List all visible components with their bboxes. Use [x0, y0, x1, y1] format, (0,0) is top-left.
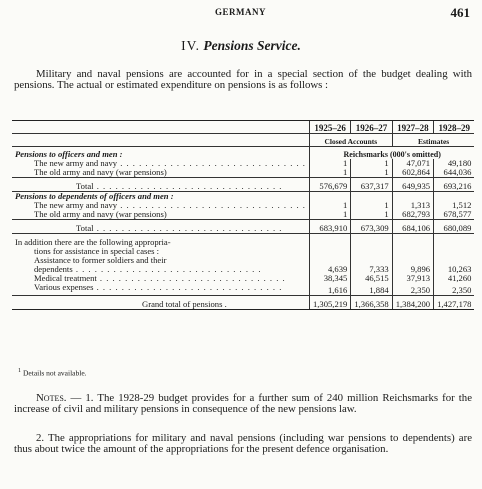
- group-header-row: [12, 134, 474, 147]
- table-row: Medical treatment . . . 38,345 46,515 37,913 41,260: [12, 274, 474, 283]
- note-1-text: The 1928-29 budget provides for a further sum of 240 million Reichsmarks for the increase of civil and military pensions in consequence of the new pensions law.: [14, 392, 472, 415]
- year-1927-28: 1927–28: [392, 121, 433, 134]
- sec1-title: Pensions to officers and men :: [15, 149, 123, 159]
- unit-label: Reichsmarks (000's omitted): [309, 147, 474, 160]
- table-row: The old army and navy (war pensions) 1 1 682,793 678,577: [12, 210, 474, 220]
- section-row: [12, 192, 474, 202]
- page-number: 461: [450, 5, 470, 20]
- section-number: IV.: [181, 38, 200, 53]
- footnote-text: Details not available.: [23, 368, 87, 378]
- table-row: tions for assistance in special cases :: [12, 247, 474, 256]
- table-row: The new army and navy . . . 1 1 47,071 49,180: [12, 159, 474, 168]
- note-1-number: 1.: [85, 392, 94, 404]
- notes-paragraph-2: [14, 433, 472, 455]
- group-closed-accounts: Closed Accounts: [309, 134, 392, 147]
- note-2-text: The appropriations for military and naval pensions (including war pensions to dependents) are thus about twice the amount of the appropriations for the present defence organisation.: [14, 432, 472, 455]
- year-header-row: [12, 121, 474, 134]
- section-title: [0, 38, 482, 54]
- group-estimates: Estimates: [392, 134, 474, 147]
- pensions-table: [12, 120, 474, 310]
- year-1926-27: 1926–27: [351, 121, 392, 134]
- table-row: Assistance to former soldiers and their: [12, 256, 474, 265]
- year-1928-29: 1928–29: [434, 121, 475, 134]
- year-1925-26: 1925–26: [309, 121, 350, 134]
- total-row: Total . . . 683,910 673,309 684,106 680,089: [12, 220, 474, 234]
- sec2-title: Pensions to dependents of officers and men :: [15, 191, 174, 201]
- footnote: [18, 367, 87, 378]
- running-head-country: GERMANY: [215, 7, 266, 17]
- notes-heading: Notes.: [36, 392, 67, 404]
- total-row: Total . . . 576,679 637,317 649,935 693,216: [12, 178, 474, 192]
- notes-paragraph-1: Notes. — 1. The 1928-29 budget provides for a further sum of 240 million Reichsmarks for the increase of civil and military pensions in consequence of the new pensions law.: [14, 392, 472, 415]
- section-heading: Pensions Service.: [203, 38, 301, 53]
- table-row: dependents . . . 4,639 7,333 9,896 10,263: [12, 265, 474, 274]
- table-row: The new army and navy . . . 1 1 1,313 1,512: [12, 201, 474, 210]
- table-row: Various expenses . . . 1,616 1,884 2,350 2,350: [12, 283, 474, 296]
- unit-row: [12, 147, 474, 160]
- footnote-marker: 1: [18, 367, 22, 374]
- page-header: [0, 5, 482, 21]
- table-row: The old army and navy (war pensions) 1 1 602,864 644,036: [12, 168, 474, 178]
- note-2-number: 2.: [36, 432, 45, 444]
- table-row: In addition there are the following appropria-: [12, 234, 474, 248]
- intro-paragraph: Military and naval pensions are accounted for in a special section of the budget dealing with pensions. The actual or estimated expenditure on pensions is as follows :: [14, 68, 472, 91]
- grand-total-row: Grand total of pensions . 1,305,219 1,366,358 1,384,200 1,427,178: [12, 296, 474, 310]
